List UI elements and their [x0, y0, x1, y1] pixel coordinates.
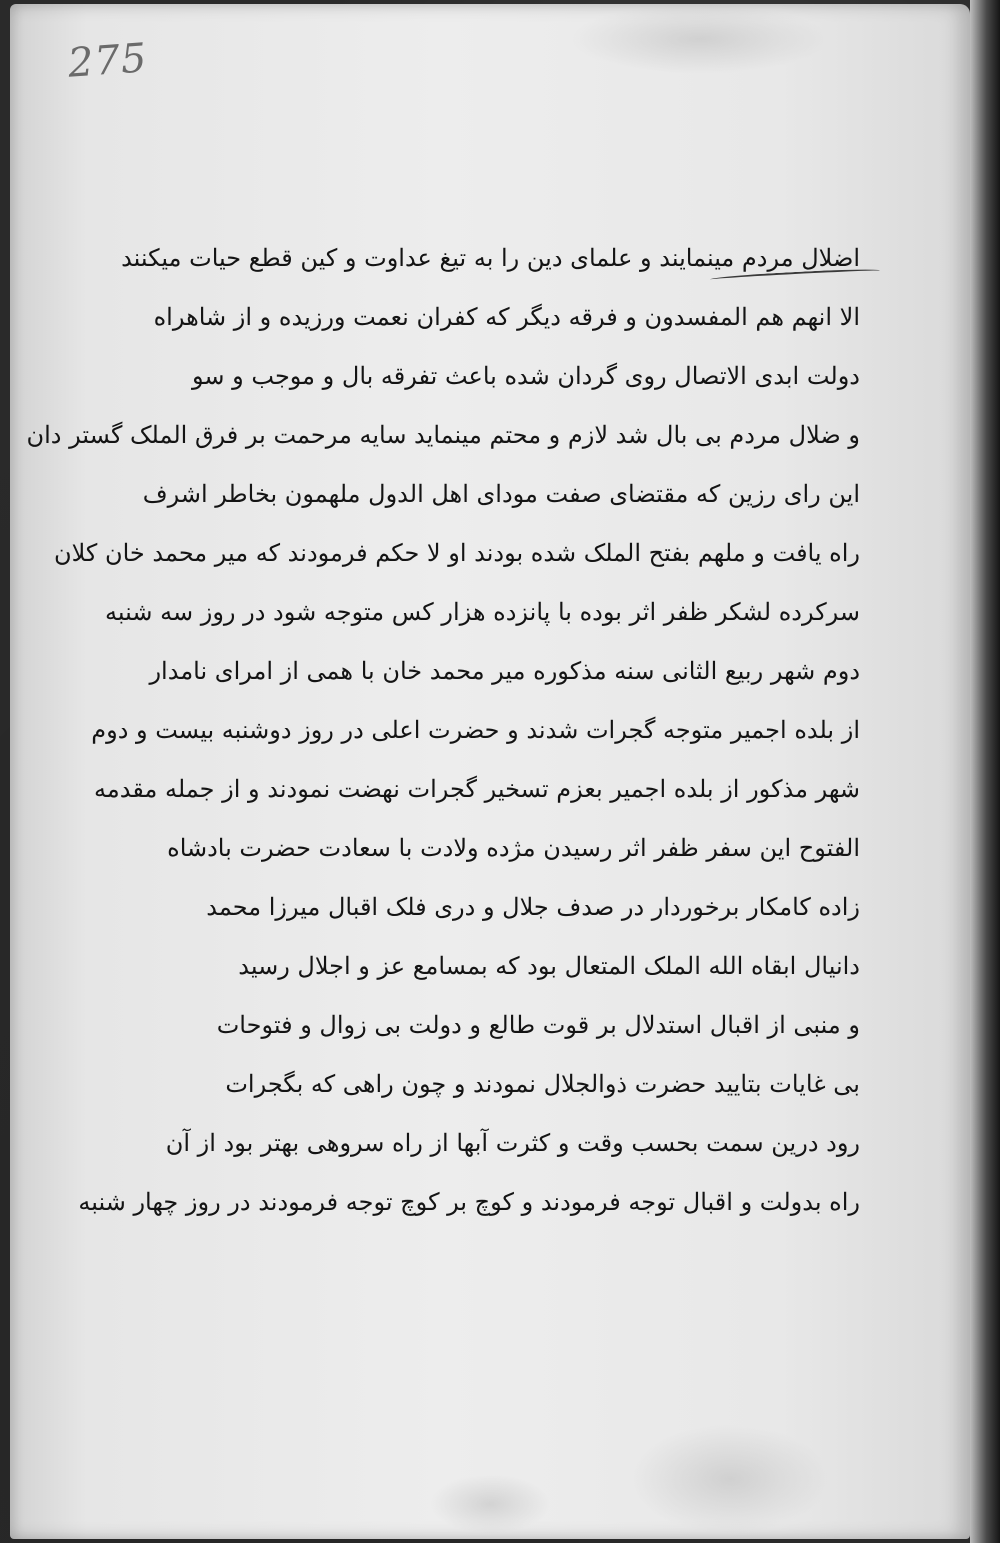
text-line: رود درین سمت بحسب وقت و کثرت آبها از راه سروهی بهتر بود از آن: [165, 1129, 860, 1157]
page-stain: [570, 4, 830, 74]
text-line: و ضلال مردم بی بال شد لازم و محتم مینماید سایه مرحمت بر فرق الملک گستر دان: [26, 421, 860, 449]
text-line: سرکرده لشکر ظفر اثر بوده با پانزده هزار کس متوجه شود در روز سه شنبه: [105, 598, 860, 626]
text-line: دولت ابدی الاتصال روی گردان شده باعث تفرقه بال و موجب و سو: [192, 362, 860, 390]
text-line: از بلده اجمیر متوجه گجرات شدند و حضرت اعلی در روز دوشنبه بیست و دوم: [91, 716, 860, 744]
folio-number: 275: [66, 35, 149, 87]
page-stain: [630, 1424, 830, 1534]
text-line: زاده کامکار برخوردار در صدف جلال و دری فلک اقبال میرزا محمد: [206, 893, 860, 921]
page-edge-shadow: [970, 0, 1000, 1543]
manuscript-text-block: [26, 230, 860, 1233]
text-line: این رای رزین که مقتضای صفت مودای اهل الدول ملهمون بخاطر اشرف: [142, 480, 860, 508]
text-line: دوم شهر ربیع الثانی سنه مذکوره میر محمد خان با همی از امرای نامدار: [149, 657, 860, 685]
text-line: راه بدولت و اقبال توجه فرمودند و کوچ بر کوچ توجه فرمودند در روز چهار شنبه: [78, 1188, 860, 1216]
text-line: اضلال مردم مینمایند و علمای دین را به تیغ عداوت و کین قطع حیات میکنند: [121, 244, 860, 272]
page-stain: [430, 1474, 550, 1534]
text-line: بی غایات بتایید حضرت ذوالجلال نمودند و چون راهی که بگجرات: [225, 1070, 860, 1098]
text-line: راه یافت و ملهم بفتح الملک شده بودند او لا حکم فرمودند که میر محمد خان کلان: [53, 539, 860, 567]
text-line: الا انهم هم المفسدون و فرقه دیگر که کفران نعمت ورزیده و از شاهراه: [153, 303, 860, 331]
text-line: الفتوح این سفر ظفر اثر رسیدن مژده ولادت با سعادت حضرت بادشاه: [167, 834, 860, 862]
text-line: شهر مذکور از بلده اجمیر بعزم تسخیر گجرات نهضت نمودند و از جمله مقدمه: [94, 775, 860, 803]
text-line: دانیال ابقاه الله الملک المتعال بود که بمسامع عز و اجلال رسید: [238, 952, 860, 980]
text-line: و منبی از اقبال استدلال بر قوت طالع و دولت بی زوال و فتوحات: [216, 1011, 860, 1039]
